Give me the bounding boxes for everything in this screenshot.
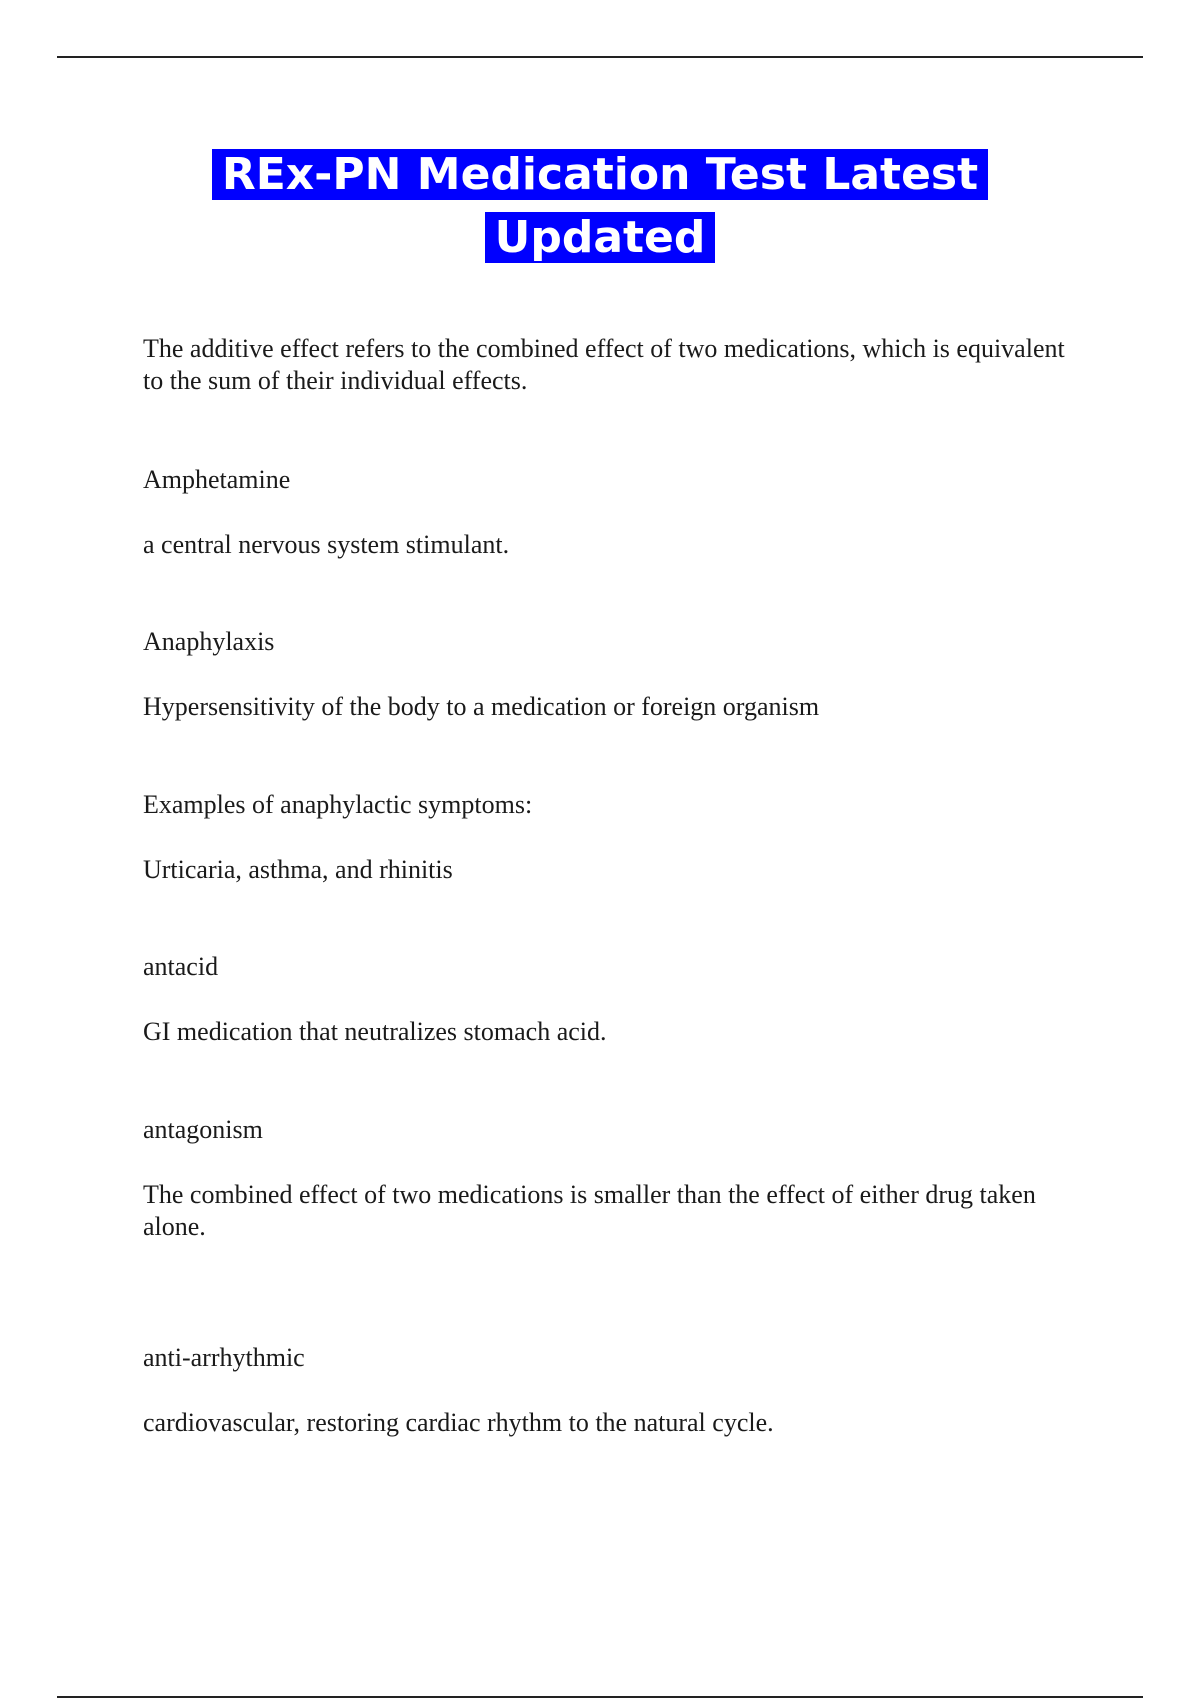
intro-paragraph: The additive effect refers to the combined effect of two medications, which is equivalent to the sum of their individual effects. bbox=[143, 334, 1065, 395]
definition-anti-arrhythmic: cardiovascular, restoring cardiac rhythm to the natural cycle. bbox=[143, 1408, 774, 1437]
term-antagonism: antagonism bbox=[143, 1115, 263, 1144]
term-amphetamine: Amphetamine bbox=[143, 465, 291, 494]
definition-anaphylactic-symptoms: Urticaria, asthma, and rhinitis bbox=[143, 855, 453, 884]
title-block bbox=[0, 143, 1200, 269]
term-anti-arrhythmic: anti-arrhythmic bbox=[143, 1343, 305, 1372]
definition-amphetamine: a central nervous system stimulant. bbox=[143, 530, 510, 559]
term-anaphylaxis: Anaphylaxis bbox=[143, 627, 275, 656]
document-title: REx-PN Medication Test Latest Updated bbox=[212, 149, 988, 263]
definition-anaphylaxis: Hypersensitivity of the body to a medication or foreign organism bbox=[143, 692, 820, 721]
definition-antagonism: The combined effect of two medications is smaller than the effect of either drug taken alone. bbox=[143, 1180, 1036, 1241]
header-rule bbox=[57, 56, 1143, 58]
definition-antacid: GI medication that neutralizes stomach acid. bbox=[143, 1017, 607, 1046]
term-antacid: antacid bbox=[143, 952, 219, 981]
term-anaphylactic-symptoms: Examples of anaphylactic symptoms: bbox=[143, 790, 533, 819]
footer-rule bbox=[57, 1696, 1143, 1698]
